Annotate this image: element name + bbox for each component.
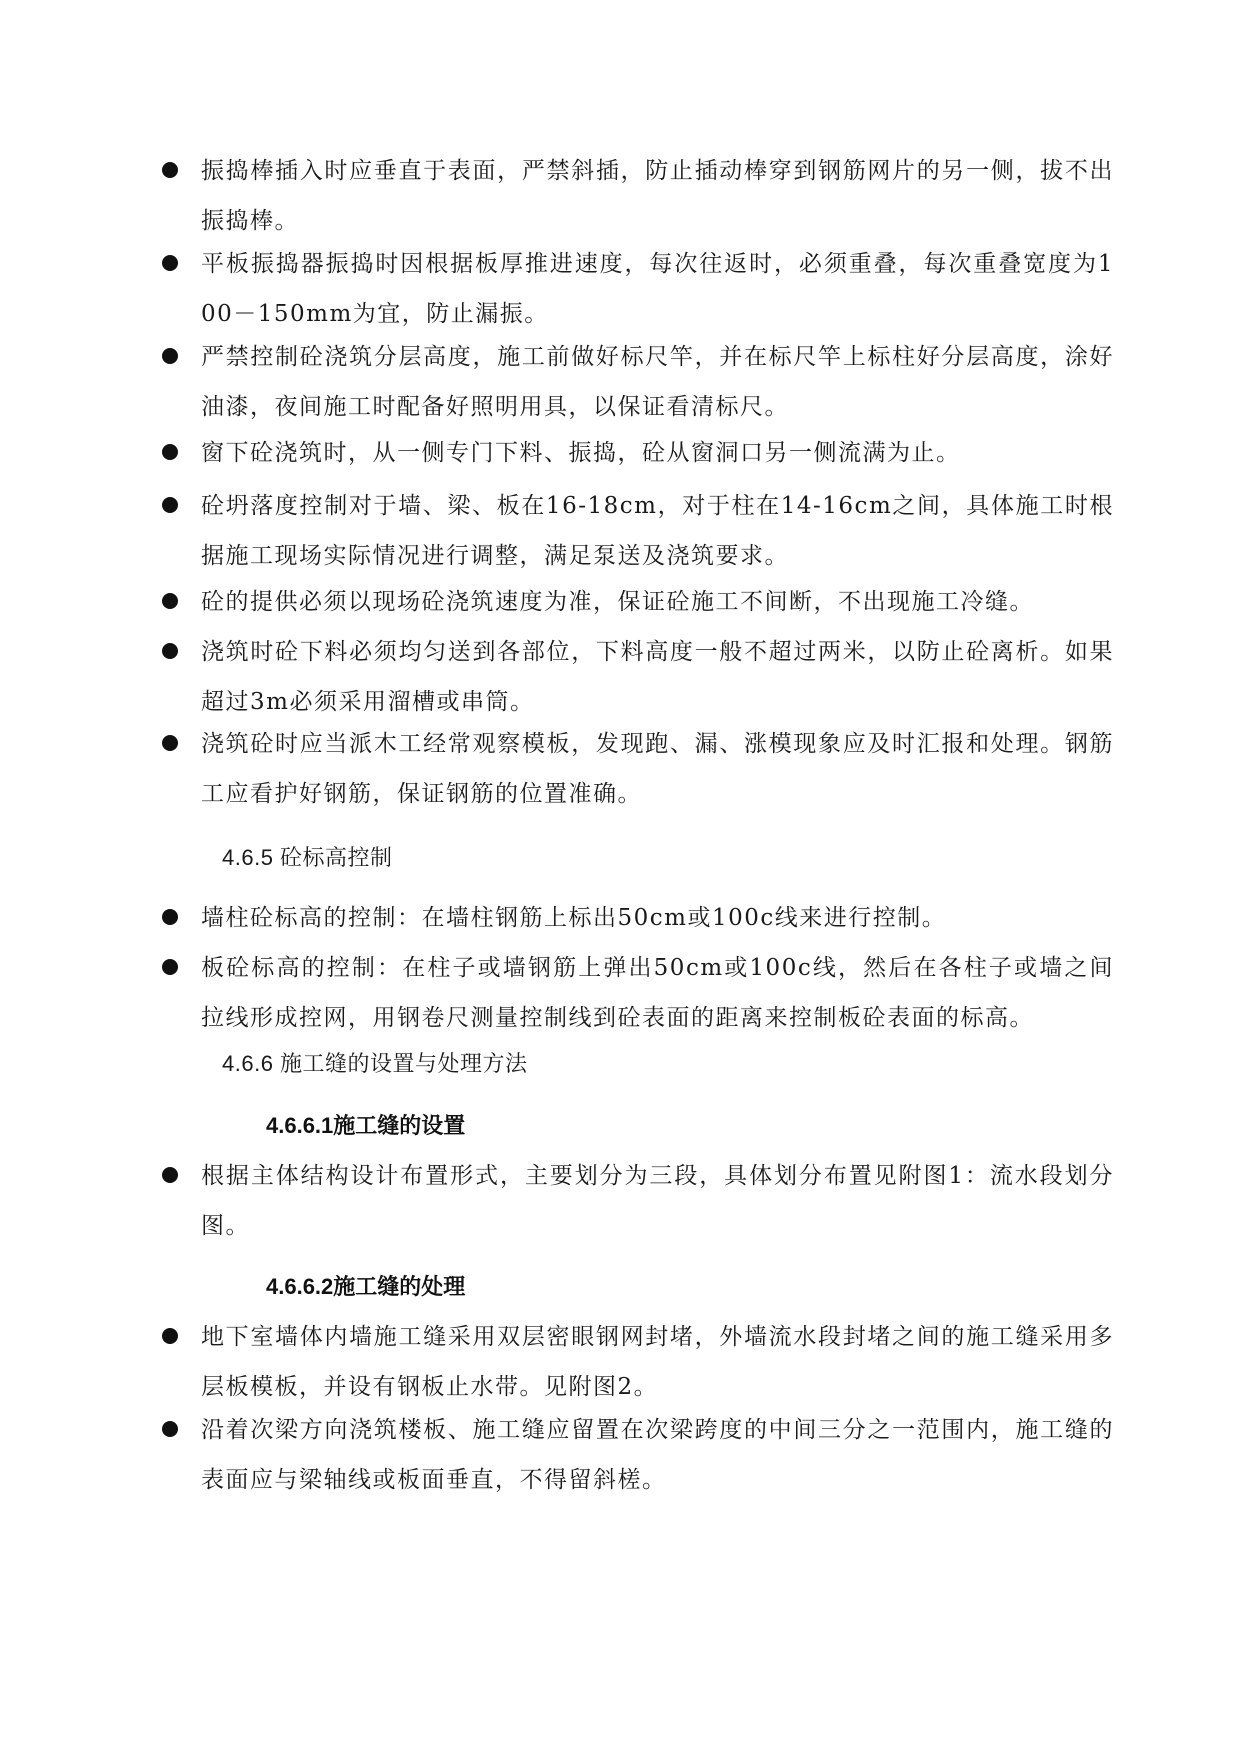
list-item-text: 振捣棒插入时应垂直于表面，严禁斜插，防止插动棒穿到钢筋网片的另一侧，拔不出振捣棒。: [201, 158, 1114, 234]
bullet-icon: [162, 1167, 178, 1183]
section-heading: 4.6.5 砼标高控制: [222, 845, 393, 870]
bullet-icon: [162, 593, 178, 609]
list-item-text: 墙柱砼标高的控制：在墙柱钢筋上标出50cm或100c线来进行控制。: [201, 905, 947, 931]
list-item-text: 平板振捣器振捣时因根据板厚推进速度，每次往返时，必须重叠，每次重叠宽度为100－150mm为宜，防止漏振。: [201, 251, 1114, 327]
bullet-icon: [162, 348, 178, 364]
bullet-icon: [162, 1421, 178, 1437]
bullet-icon: [162, 444, 178, 460]
subsection-heading: 4.6.6.2施工缝的处理: [266, 1274, 466, 1299]
bullet-icon: [162, 255, 178, 271]
list-item-text: 浇筑砼时应当派木工经常观察模板，发现跑、漏、涨模现象应及时汇报和处理。钢筋工应看护好钢筋，保证钢筋的位置准确。: [201, 731, 1114, 807]
bullet-icon: [162, 735, 178, 751]
list-item-text: 沿着次梁方向浇筑楼板、施工缝应留置在次梁跨度的中间三分之一范围内，施工缝的表面应与梁轴线或板面垂直，不得留斜槎。: [201, 1417, 1114, 1493]
list-item-text: 严禁控制砼浇筑分层高度，施工前做好标尺竿，并在标尺竿上标柱好分层高度，涂好油漆，夜间施工时配备好照明用具，以保证看清标尺。: [201, 344, 1114, 420]
bullet-icon: [162, 1328, 178, 1344]
list-item-text: 地下室墙体内墙施工缝采用双层密眼钢网封堵，外墙流水段封堵之间的施工缝采用多层板模板，并设有钢板止水带。见附图2。: [201, 1324, 1114, 1400]
list-item-text: 根据主体结构设计布置形式，主要划分为三段，具体划分布置见附图1：流水段划分图。: [201, 1163, 1114, 1239]
bullet-icon: [162, 643, 178, 659]
list-item-text: 浇筑时砼下料必须均匀送到各部位，下料高度一般不超过两米，以防止砼离析。如果超过3m必须采用溜槽或串筒。: [201, 639, 1114, 715]
bullet-icon: [162, 497, 178, 513]
list-item-text: 砼的提供必须以现场砼浇筑速度为准，保证砼施工不间断，不出现施工冷缝。: [201, 589, 1034, 615]
list-item-text: 砼坍落度控制对于墙、梁、板在16-18cm，对于柱在14-16cm之间，具体施工时根据施工现场实际情况进行调整，满足泵送及浇筑要求。: [201, 493, 1114, 569]
list-item-text: 板砼标高的控制：在柱子或墙钢筋上弹出50cm或100c线，然后在各柱子或墙之间拉线形成控网，用钢卷尺测量控制线到砼表面的距离来控制板砼表面的标高。: [201, 955, 1114, 1031]
bullet-icon: [162, 162, 178, 178]
list-item-text: 窗下砼浇筑时，从一侧专门下料、振捣，砼从窗洞口另一侧流满为止。: [201, 440, 961, 466]
subsection-heading: 4.6.6.1施工缝的设置: [266, 1113, 466, 1138]
section-heading: 4.6.6 施工缝的设置与处理方法: [222, 1051, 528, 1076]
bullet-icon: [162, 959, 178, 975]
bullet-icon: [162, 909, 178, 925]
